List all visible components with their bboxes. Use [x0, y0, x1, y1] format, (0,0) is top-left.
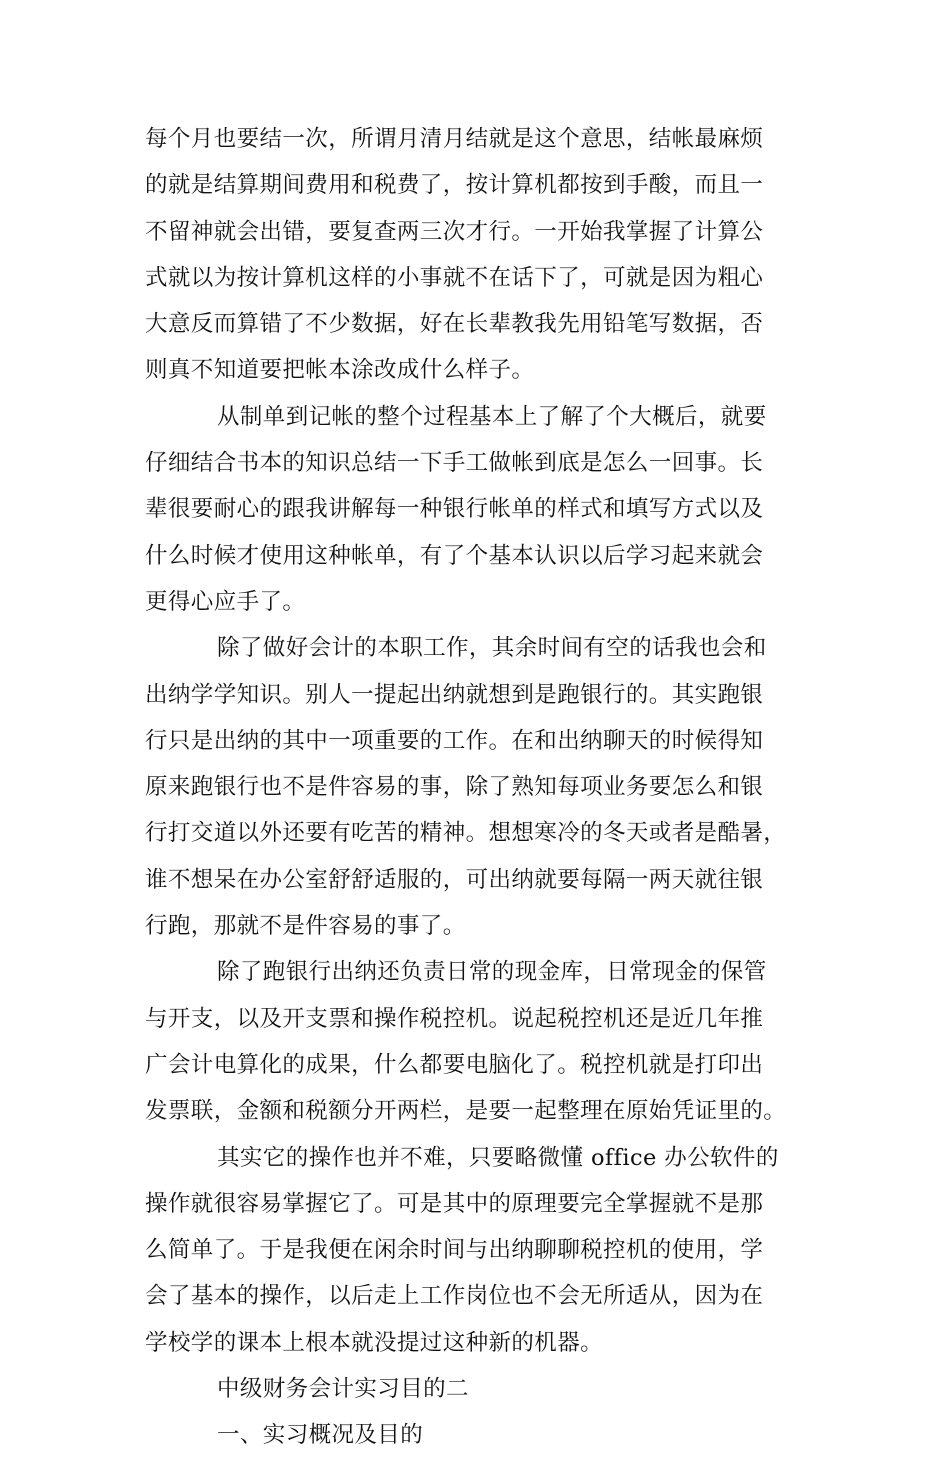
- text-line: 式就以为按计算机这样的小事就不在话下了，可就是因为粗心: [145, 264, 764, 291]
- text-line: 仔细结合书本的知识总结一下手工做帐到底是怎么一回事。长: [145, 450, 764, 477]
- text-line: 出纳学学知识。别人一提起出纳就想到是跑银行的。其实跑银: [145, 681, 764, 708]
- text-line: 不留神就会出错，要复查两三次才行。一开始我掌握了计算公: [145, 218, 764, 245]
- text-line: 与开支，以及开支票和操作税控机。说起税控机还是近几年推: [145, 1005, 764, 1032]
- text-line: 操作就很容易掌握它了。可是其中的原理要完全掌握就不是那: [145, 1190, 764, 1217]
- text-line: 行打交道以外还要有吃苦的精神。想想寒冷的冬天或者是酷暑，: [145, 820, 787, 847]
- text-line: 行跑，那就不是件容易的事了。: [145, 913, 466, 940]
- text-line: 么简单了。于是我便在闲余时间与出纳聊聊税控机的使用，学: [145, 1237, 764, 1264]
- text-line: 会了基本的操作，以后走上工作岗位也不会无所适从，因为在: [145, 1283, 764, 1310]
- paragraph-first-line: 除了做好会计的本职工作，其余时间有空的话我也会和: [217, 635, 767, 662]
- text-line: 每个月也要结一次，所谓月清月结就是这个意思，结帐最麻烦: [145, 126, 764, 152]
- text-line: 则真不知道要把帐本涂改成什么样子。: [145, 357, 535, 384]
- text-line: 行只是出纳的其中一项重要的工作。在和出纳聊天的时候得知: [145, 727, 764, 754]
- subsection-heading: 一、实习概况及目的: [217, 1422, 424, 1449]
- document-body: [145, 116, 805, 1459]
- text-line: 学校学的课本上根本就没提过这种新的机器。: [145, 1329, 604, 1356]
- paragraph-first-line: 其实它的操作也并不难，只要略微懂 office 办公软件的: [217, 1144, 779, 1171]
- text-line: 大意反而算错了不少数据，好在长辈教我先用铅笔写数据，否: [145, 311, 764, 338]
- text-line: 更得心应手了。: [145, 588, 306, 615]
- paragraph-first-line: 除了跑银行出纳还负责日常的现金库，日常现金的保管: [217, 959, 767, 986]
- section-heading: 中级财务会计实习目的二: [217, 1376, 469, 1403]
- text-line: 发票联，金额和税额分开两栏，是要一起整理在原始凭证里的。: [145, 1098, 787, 1125]
- text-line: 谁不想呆在办公室舒舒适服的，可出纳就要每隔一两天就往银: [145, 866, 764, 893]
- text-line: 的就是结算期间费用和税费了，按计算机都按到手酸，而且一: [145, 172, 764, 199]
- text-line: 原来跑银行也不是件容易的事，除了熟知每项业务要怎么和银: [145, 774, 764, 801]
- text-line: 什么时候才使用这种帐单，有了个基本认识以后学习起来就会: [145, 542, 764, 569]
- text-line: 辈很要耐心的跟我讲解每一种银行帐单的样式和填写方式以及: [145, 496, 764, 523]
- text-line: 广会计电算化的成果，什么都要电脑化了。税控机就是打印出: [145, 1051, 764, 1078]
- paragraph-first-line: 从制单到记帐的整个过程基本上了解了个大概后，就要: [217, 403, 767, 430]
